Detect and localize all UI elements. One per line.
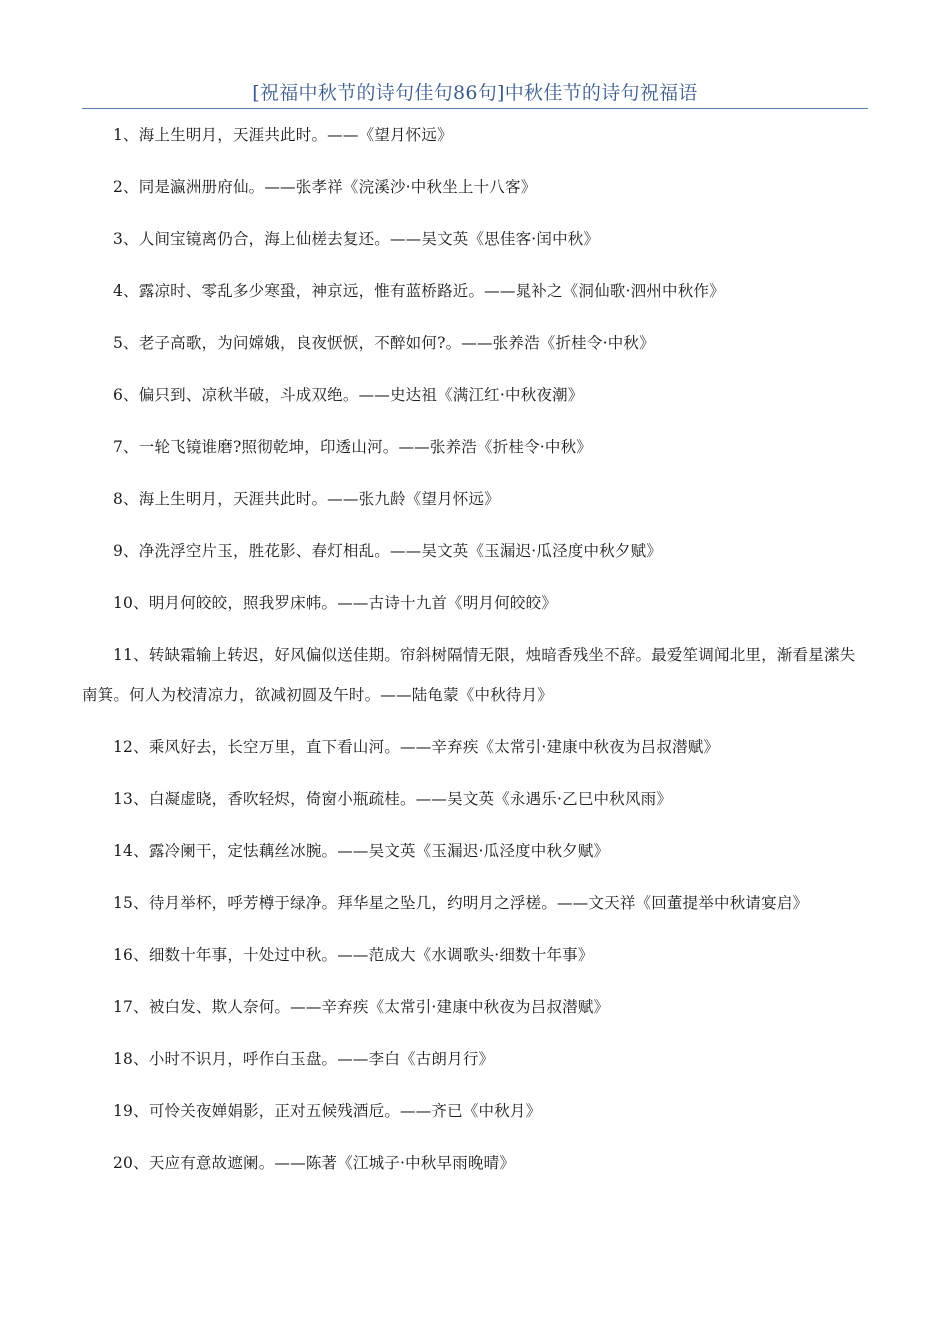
poem-line-11: 11、转缺霜输上转迟，好风偏似送佳期。帘斜树隔情无限，烛暗香残坐不辞。最爱笙调闻北里，渐看星潆失南箕。何人为校清凉力，欲减初圆及午时。——陆龟蒙《中秋待月》 — [82, 646, 856, 704]
poem-line-3: 3、人间宝镜离仍合，海上仙槎去复还。——吴文英《思佳客·闰中秋》 — [113, 230, 600, 248]
poem-line-18: 18、小时不识月，呼作白玉盘。——李白《古朗月行》 — [113, 1050, 495, 1068]
poem-line-7: 7、一轮飞镜谁磨?照彻乾坤，印透山河。——张养浩《折桂令·中秋》 — [113, 438, 593, 456]
poem-line-8: 8、海上生明月，天涯共此时。——张九龄《望月怀远》 — [113, 490, 500, 508]
title-underline — [82, 108, 868, 109]
poem-line-15: 15、待月举杯，呼芳樽于绿净。拜华星之坠几，约明月之浮槎。——文天祥《回董提举中秋请宴启》 — [113, 894, 809, 912]
poem-line-2: 2、同是瀛洲册府仙。——张孝祥《浣溪沙·中秋坐上十八客》 — [113, 178, 537, 196]
poem-list — [82, 124, 868, 1204]
poem-line-20: 20、天应有意故遮阑。——陈著《江城子·中秋早雨晚晴》 — [113, 1154, 516, 1172]
poem-line-14: 14、露冷阑干，定怯藕丝冰腕。——吴文英《玉漏迟·瓜泾度中秋夕赋》 — [113, 842, 610, 860]
poem-line-13: 13、白凝虚晓，香吹轻烬，倚窗小瓶疏桂。——吴文英《永遇乐·乙巳中秋风雨》 — [113, 790, 673, 808]
poem-line-1: 1、海上生明月，天涯共此时。——《望月怀远》 — [113, 126, 453, 144]
poem-line-16: 16、细数十年事，十处过中秋。——范成大《水调歌头·细数十年事》 — [113, 946, 594, 964]
poem-line-17: 17、被白发、欺人奈何。——辛弃疾《太常引·建康中秋夜为吕叔潜赋》 — [113, 998, 610, 1016]
document-title: [祝福中秋节的诗句佳句86句]中秋佳节的诗句祝福语 — [252, 82, 698, 104]
poem-line-6: 6、偏只到、凉秋半破，斗成双绝。——史达祖《满江红·中秋夜潮》 — [113, 386, 584, 404]
poem-line-10: 10、明月何皎皎，照我罗床帏。——古诗十九首《明月何皎皎》 — [113, 594, 558, 612]
poem-line-12: 12、乘风好去，长空万里，直下看山河。——辛弃疾《太常引·建康中秋夜为吕叔潜赋》 — [113, 738, 720, 756]
poem-line-4: 4、露凉时、零乱多少寒蛩，神京远，惟有蓝桥路近。——晁补之《洞仙歌·泗州中秋作》 — [113, 282, 725, 300]
poem-line-9: 9、净洗浮空片玉，胜花影、春灯相乱。——吴文英《玉漏迟·瓜泾度中秋夕赋》 — [113, 542, 662, 560]
poem-line-19: 19、可怜关夜婵娟影，正对五候残酒卮。——齐已《中秋月》 — [113, 1102, 542, 1120]
poem-line-5: 5、老子高歌，为问嫦娥，良夜恹恹，不醉如何?。——张养浩《折桂令·中秋》 — [113, 334, 655, 352]
